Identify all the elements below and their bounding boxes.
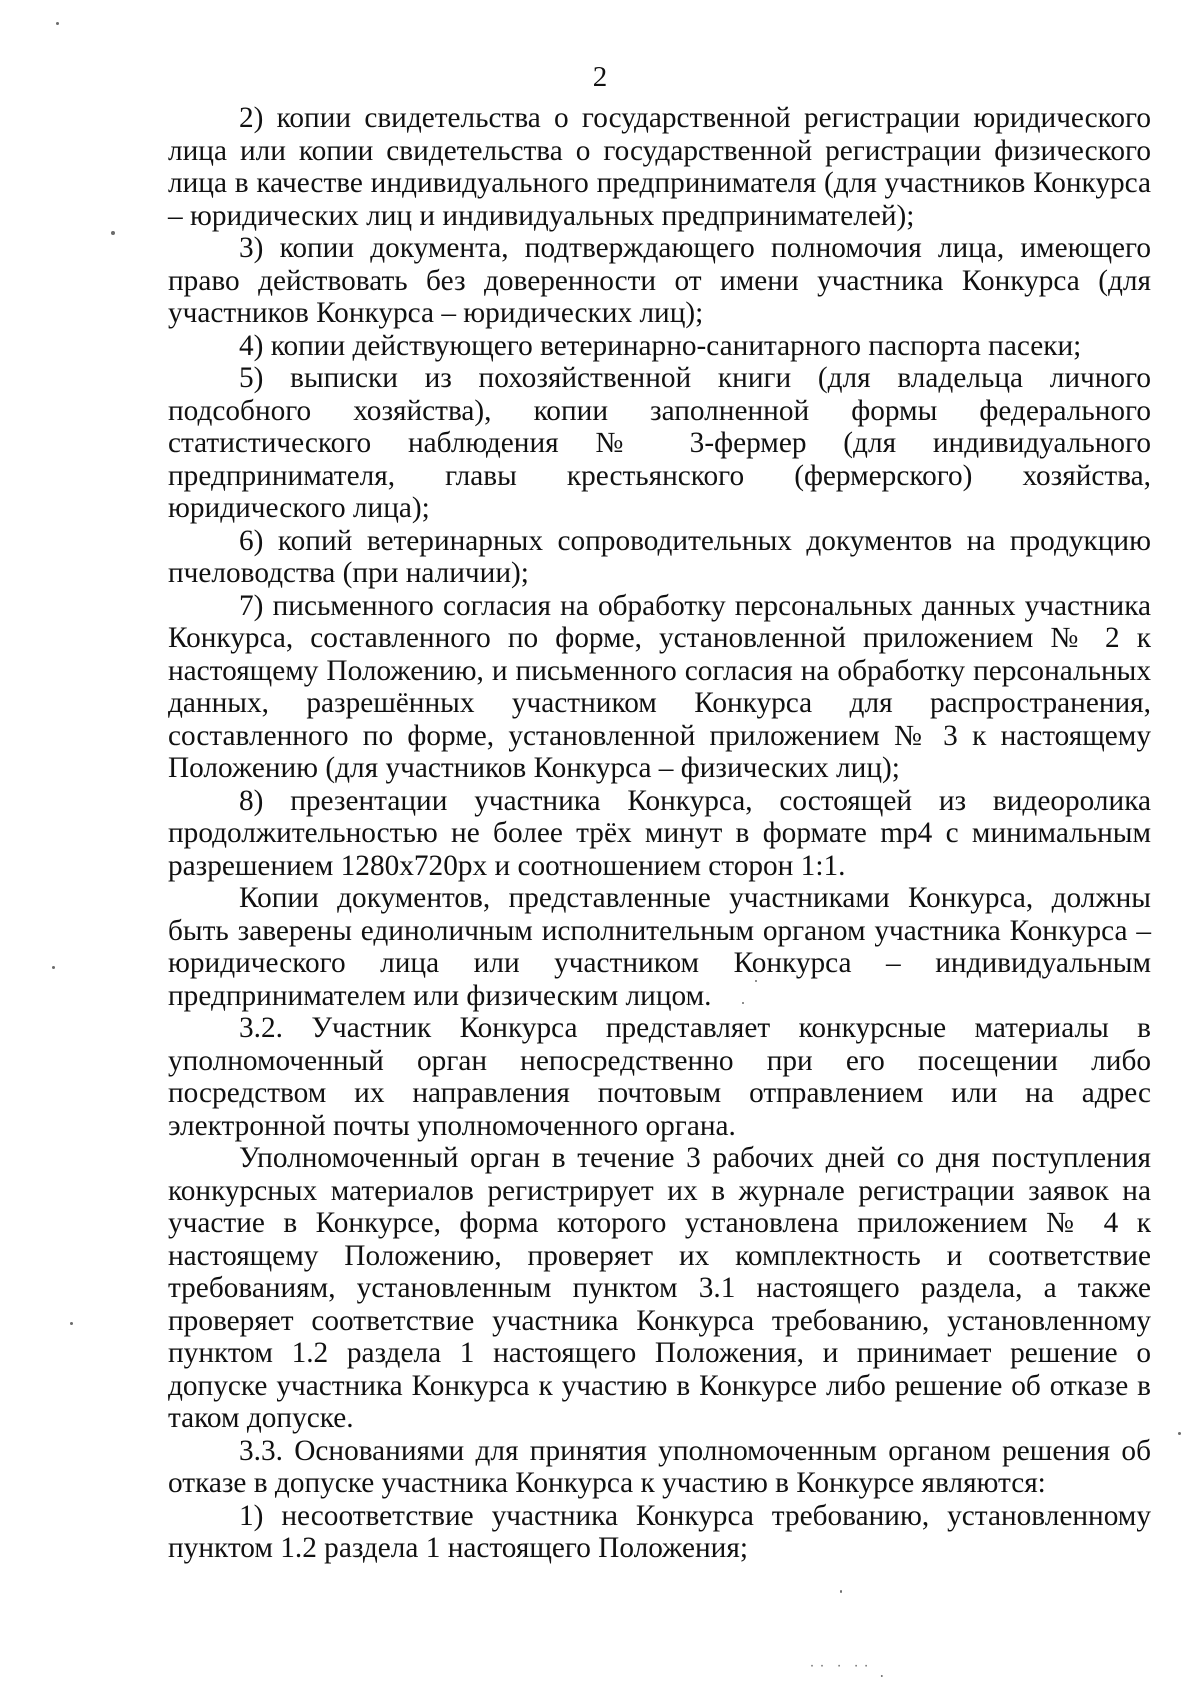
scan-speck	[755, 980, 757, 982]
list-item-4: 4) копии действующего ветеринарно-санитарного паспорта пасеки;	[239, 329, 1082, 362]
scan-speck	[52, 966, 55, 969]
list-item-7: 7) письменного согласия на обработку персональных данных участника Конкурса, составленного по форме, установленной приложением № 2 к настоящему Положению, и письменного согласия на обработку персональных данных, разрешённых участником Конкурса для распространения, составленного по форме, установленной приложением № 3 к настоящему Положению (для участников Конкурса – физических лиц);	[168, 589, 1151, 784]
section-3-3-paragraph: 3.3. Основаниями для принятия уполномоченным органом решения об отказе в допуске участника Конкурса к участию в Конкурсе являются:	[168, 1434, 1151, 1499]
page-number: 2	[592, 61, 608, 93]
list-item-5: 5) выписки из похозяйственной книги (для владельца личного подсобного хозяйства), копии заполненной формы федерального статистического наблюдения № 3-фермер (для индивидуального предпринимателя, главы крестьянского (фермерского) хозяйства, юридического лица);	[168, 362, 1151, 524]
scan-speck	[1178, 1432, 1181, 1435]
list-item-6: 6) копий ветеринарных сопроводительных документов на продукцию пчеловодства (при наличии);	[168, 524, 1151, 589]
list-item-2: 2) копии свидетельства о государственной регистрации юридического лица или копии свидетельства о государственной регистрации физического лица в качестве индивидуального предпринимателя (для участников Конкурса – юридических лиц и индивидуальных предпринимателей);	[168, 102, 1151, 232]
refusal-ground-1: 1) несоответствие участника Конкурса требованию, установленному пунктом 1.2 раздела 1 настоящего Положения;	[168, 1499, 1151, 1564]
scan-speck	[111, 231, 115, 235]
scan-speck	[840, 1590, 842, 1593]
document-body	[168, 102, 1151, 1565]
scan-speck	[742, 1002, 744, 1004]
registration-paragraph: Уполномоченный орган в течение 3 рабочих дней со дня поступления конкурсных материалов регистрирует их в журнале регистрации заявок на участие в Конкурсе, форма которого установлена приложением № 4 к настоящему Положению, проверяет их комплектность и соответствие требованиям, установленным пунктом 3.1 настоящего раздела, а также проверяет соответствие участника Конкурса требованию, установленному пунктом 1.2 раздела 1 настоящего Положения, и принимает решение о допуске участника Конкурса к участию в Конкурсе либо решение об отказе в таком допуске.	[168, 1142, 1151, 1434]
scan-speck	[70, 1322, 73, 1325]
section-3-2-paragraph: 3.2. Участник Конкурса представляет конкурсные материалы в уполномоченный орган непосредственно при его посещении либо посредством их направления почтовым отправлением или на адрес электронной почты уполномоченного органа.	[168, 1012, 1151, 1142]
scan-speck	[56, 22, 59, 25]
list-item-8: 8) презентации участника Конкурса, состоящей из видеоролика продолжительностью не более трёх минут в формате mp4 с минимальным разрешением 1280x720px и соотношением сторон 1:1.	[168, 784, 1151, 882]
scan-noise: ˙˙ ˙ ˙˙ .	[808, 1662, 887, 1681]
list-item-3: 3) копии документа, подтверждающего полномочия лица, имеющего право действовать без доверенности от имени участника Конкурса (для участников Конкурса – юридических лиц);	[168, 232, 1151, 329]
copies-certification-paragraph: Копии документов, представленные участниками Конкурса, должны быть заверены единоличным исполнительным органом участника Конкурса – юридического лица или участником Конкурса – индивидуальным предпринимателем или физическим лицом.	[168, 882, 1151, 1012]
